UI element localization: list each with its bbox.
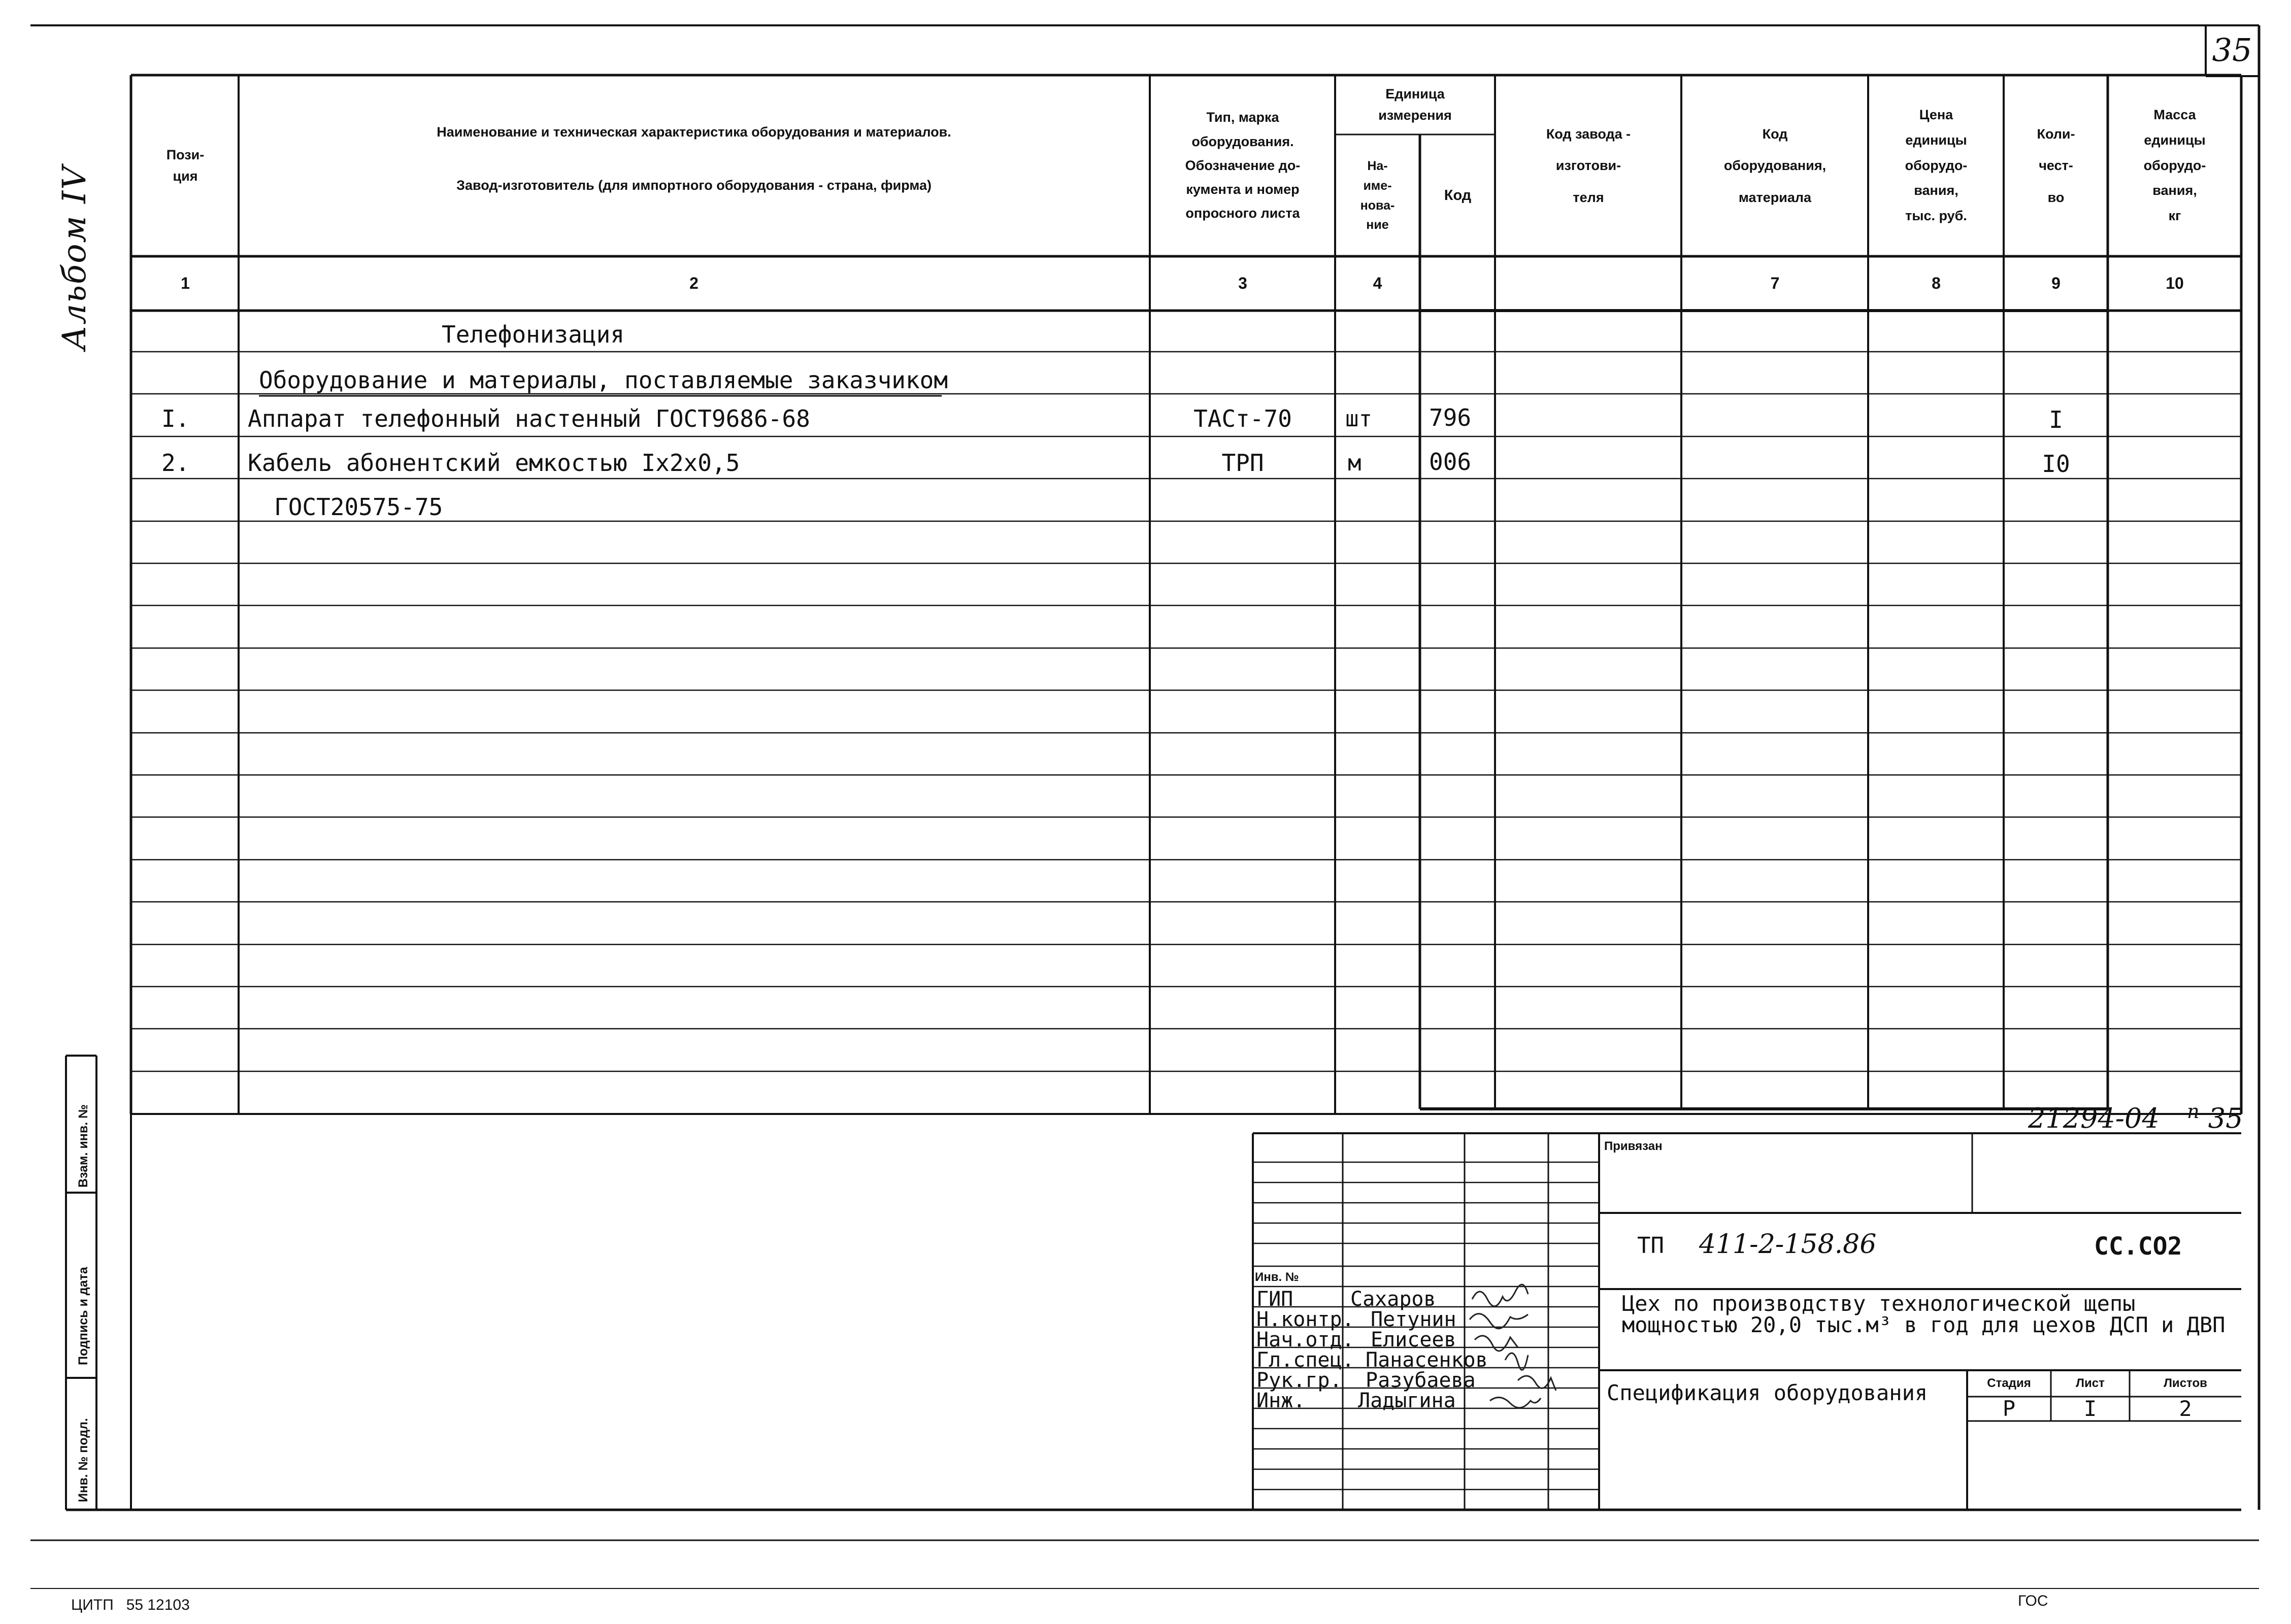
document-code-sup: п	[2187, 1100, 2200, 1123]
sheet-label: Лист	[2076, 1376, 2105, 1391]
album-label: Альбом IV	[56, 165, 93, 350]
signature-name: Сахаров	[1350, 1288, 1436, 1311]
header-name-line2: Завод-изготовитель (для импортного оборудования - страна, фирма)	[456, 178, 932, 193]
project-number-value: 411-2-158.86	[1699, 1229, 1877, 1260]
signature-role: ГИП	[1256, 1288, 1293, 1311]
column-number: 7	[1770, 274, 1780, 293]
document-name: Спецификация оборудования	[1607, 1380, 1928, 1405]
signature-role: Инж.	[1256, 1389, 1306, 1412]
column-number: 1	[181, 274, 190, 293]
row-position: 2.	[161, 449, 190, 477]
inventory-number-label: Инв. №	[1255, 1270, 1299, 1284]
linked-label: Привязан	[1604, 1139, 1663, 1153]
sheets-value: 2	[2179, 1396, 2192, 1421]
row-quantity: I0	[2042, 450, 2070, 478]
signature-role: Рук.гр.	[1256, 1369, 1342, 1392]
column-number: 9	[2051, 274, 2061, 293]
row-unit-code: 796	[1429, 404, 1472, 431]
column-number: 2	[689, 274, 699, 293]
object-title: Цех по производству технологической щепы мощностью 20,0 тыс.м³ в год для цехов ДСП и ДВП	[1622, 1291, 2226, 1337]
row-name-continuation: ГОСТ20575-75	[274, 493, 443, 521]
column-number: 10	[2166, 274, 2184, 293]
header-mass: Масса единицы оборудо- вания, кг	[2143, 107, 2206, 224]
subsection-title: Оборудование и материалы, поставляемые заказчиком	[259, 366, 948, 394]
signature-name: Елисеев	[1371, 1328, 1456, 1351]
page-number: 35	[2212, 31, 2252, 69]
header-position: Пози- ция	[166, 147, 205, 184]
signature-role: Н.контр.	[1256, 1308, 1354, 1331]
header-quantity: Коли- чест- во	[2037, 126, 2075, 205]
header-unit-group: Единица измерения	[1378, 86, 1452, 123]
footer-right: ГОС	[2018, 1593, 2048, 1609]
sheet-value: I	[2083, 1396, 2097, 1421]
row-unit-code: 006	[1429, 448, 1472, 476]
row-type: ТАСт-70	[1193, 405, 1292, 432]
row-quantity: I	[2049, 406, 2063, 433]
stamp-signature-date: Подпись и дата	[76, 1267, 90, 1365]
row-type: ТРП	[1221, 449, 1264, 477]
row-name: Аппарат телефонный настенный ГОСТ9686-68	[248, 405, 810, 432]
footer-print-code: ЦИТП 55 12103	[71, 1597, 190, 1613]
column-number: 4	[1373, 274, 1382, 293]
header-equipment-code: Код оборудования, материала	[1723, 126, 1827, 205]
row-name: Кабель абонентский емкостью Iх2х0,5	[248, 449, 740, 477]
sheet-code: СС.СО2	[2094, 1232, 2182, 1261]
stamp-replacement-inventory: Взам. инв. №	[76, 1104, 90, 1188]
row-unit: шт	[1345, 406, 1372, 432]
header-name-line1: Наименование и техническая характеристика оборудования и материалов.	[437, 124, 951, 140]
header-type: Тип, марка оборудования. Обозначение до- кумента и номер опросного листа	[1185, 110, 1301, 221]
sheets-label: Листов	[2164, 1376, 2207, 1391]
row-position: I.	[161, 405, 190, 432]
column-number: 8	[1932, 274, 1941, 293]
header-unit-code: Код	[1444, 187, 1472, 204]
header-manufacturer-code: Код завода - изготови- теля	[1546, 126, 1631, 205]
stamp-original-inventory: Инв. № подл.	[76, 1418, 90, 1502]
document-code: 21294-04	[2028, 1102, 2160, 1134]
signature-name: Ладыгина	[1358, 1389, 1456, 1412]
column-number: 3	[1238, 274, 1247, 293]
stage-label: Стадия	[1987, 1376, 2031, 1391]
header-price: Цена единицы оборудо- вания, тыс. руб.	[1905, 107, 1968, 224]
header-unit-name: На- име- нова- ние	[1360, 159, 1395, 232]
signature-name: Панасенков	[1366, 1348, 1488, 1372]
stage-value: Р	[2002, 1396, 2016, 1421]
project-number-prefix: ТП	[1637, 1233, 1664, 1259]
signature-role: Гл.спец.	[1256, 1348, 1354, 1372]
document-code-sheet: 35	[2208, 1102, 2243, 1134]
section-title: Телефонизация	[442, 321, 625, 348]
signature-name: Разубаева	[1366, 1369, 1476, 1392]
row-unit: м	[1348, 450, 1362, 476]
signature-role: Нач.отд.	[1256, 1328, 1354, 1351]
signature-name: Петунин	[1371, 1308, 1456, 1331]
